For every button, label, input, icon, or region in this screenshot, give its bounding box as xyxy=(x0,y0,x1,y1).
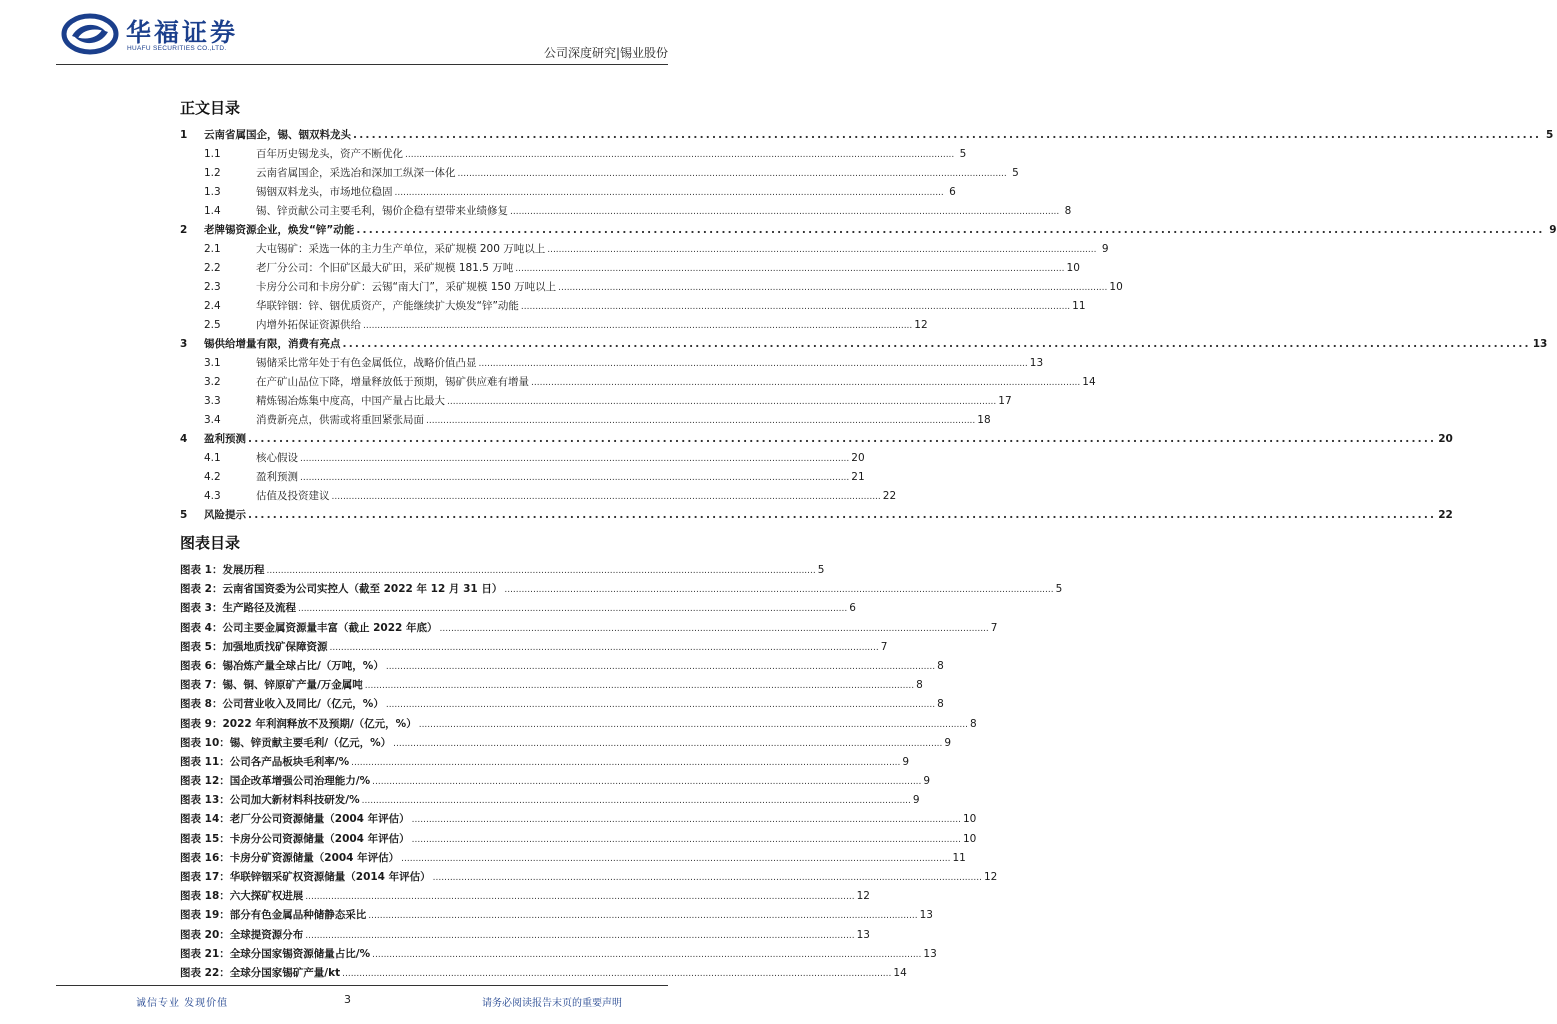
toc-item[interactable] xyxy=(180,222,1557,241)
toc-item-number: 5 xyxy=(180,509,188,521)
figure-item-title: 图表 8：公司营业收入及同比/（亿元，%） xyxy=(180,698,384,711)
toc-item-title: 锡供给增量有限，消费有亮点 xyxy=(204,338,341,350)
figure-item[interactable] xyxy=(180,811,977,830)
toc-item-title: 老厂分公司：个旧矿区最大矿田，采矿规模 181.5 万吨 xyxy=(256,262,514,274)
dot-leader: ................................................................................................................................................................................................ xyxy=(351,757,901,768)
figure-item-page: 10 xyxy=(962,813,977,826)
dot-leader: ................................................................................................................................................................................................ xyxy=(356,224,1545,236)
dot-leader: ................................................................................................................................................................................................ xyxy=(368,911,918,922)
brand-name-cn: 华福证券 xyxy=(126,18,239,47)
toc-item-number: 3.1 xyxy=(204,357,221,369)
toc-item[interactable] xyxy=(180,127,1554,146)
dot-leader: ................................................................................................................................................................................................ xyxy=(363,321,913,331)
toc-item-number: 4.3 xyxy=(204,490,221,502)
toc-item-number: 1.4 xyxy=(204,205,221,217)
figure-item[interactable] xyxy=(180,581,1063,600)
toc-item-number: 2.2 xyxy=(204,262,221,274)
dot-leader: ................................................................................................................................................................................................ xyxy=(300,454,850,464)
toc-item-title: 锡储采比常年处于有色金属低位，战略价值凸显 xyxy=(256,357,477,369)
figure-item-title: 图表 7：锡、铜、锌原矿产量/万金属吨 xyxy=(180,679,363,692)
figure-item-title: 图表 18：六大探矿权进展 xyxy=(180,890,304,903)
report-type: 公司深度研究|锡业股份 xyxy=(543,46,668,60)
figure-item[interactable] xyxy=(180,735,952,754)
dot-leader: ................................................................................................................................................................................................ xyxy=(385,661,936,672)
figure-item-title: 图表 21：全球分国家锡资源储量占比/% xyxy=(180,947,371,960)
page-header xyxy=(0,0,724,70)
figure-item[interactable] xyxy=(180,620,998,639)
figure-item[interactable] xyxy=(180,869,998,888)
toc-item-title: 盈利预测 xyxy=(256,471,298,483)
toc-item-number: 3.4 xyxy=(204,414,221,426)
dot-leader: ................................................................................................................................................................................................ xyxy=(266,566,816,576)
figure-item[interactable] xyxy=(180,773,931,792)
dot-leader: ................................................................................................................................................................................................ xyxy=(372,777,922,788)
figure-item-page: 9 xyxy=(944,736,952,749)
figure-item[interactable] xyxy=(180,754,910,773)
toc-item-title: 核心假设 xyxy=(256,452,298,464)
toc-item-title: 大屯锡矿：采选一体的主力生产单位，采矿规模 200 万吨以上 xyxy=(256,243,546,255)
toc-item[interactable] xyxy=(180,412,991,431)
figure-item-page: 11 xyxy=(952,851,966,864)
figure-item-title: 图表 3：生产路径及流程 xyxy=(180,602,296,615)
toc-item[interactable] xyxy=(180,488,897,507)
figure-item[interactable] xyxy=(180,600,856,619)
figure-item[interactable] xyxy=(180,792,920,811)
figure-item-page: 8 xyxy=(937,698,944,711)
dot-leader: ................................................................................................................................................................................................ xyxy=(394,188,944,198)
toc-item-page: 5 xyxy=(1012,167,1019,179)
dot-leader: ................................................................................................................................................................................................ xyxy=(558,283,1108,293)
figure-item-title: 图表 5：加强地质找矿保障资源 xyxy=(180,640,328,653)
toc-item[interactable] xyxy=(180,203,1072,222)
figure-item-page: 12 xyxy=(856,890,870,903)
figure-item-page: 13 xyxy=(923,947,937,960)
toc-item[interactable] xyxy=(180,241,1109,260)
dot-leader: ................................................................................................................................................................................................ xyxy=(520,302,1071,312)
figure-item-page: 8 xyxy=(916,679,923,692)
toc-item-title: 盈利预测 xyxy=(204,433,246,445)
figure-item[interactable] xyxy=(180,850,966,869)
figure-item-title: 图表 19：部分有色金属品种储静态采比 xyxy=(180,909,367,922)
figure-item[interactable] xyxy=(180,658,944,677)
toc-item[interactable] xyxy=(180,374,1096,393)
toc-item-page: 22 xyxy=(882,490,897,502)
figure-item-title: 图表 12：国企改革增强公司治理能力/% xyxy=(180,775,371,788)
toc-item-page: 14 xyxy=(1082,376,1096,388)
dot-leader: ................................................................................................................................................................................................ xyxy=(300,473,850,483)
figure-item-page: 5 xyxy=(1055,583,1063,596)
toc-item-page: 9 xyxy=(1549,224,1557,236)
toc-item-page: 20 xyxy=(1438,433,1453,445)
figure-item-title: 图表 9：2022 年利润释放不及预期/（亿元，%） xyxy=(180,717,417,730)
figure-item[interactable] xyxy=(180,562,825,581)
dot-leader: ................................................................................................................................................................................................ xyxy=(248,433,1437,445)
figure-item-page: 7 xyxy=(880,640,888,653)
toc-item-title: 华联锌铟：锌、铟优质资产，产能继续扩大焕发“锌”动能 xyxy=(256,300,519,312)
figure-item[interactable] xyxy=(180,716,977,735)
toc-item-page: 17 xyxy=(998,395,1012,407)
figure-item-page: 13 xyxy=(856,928,870,941)
figure-item-page: 12 xyxy=(983,871,998,883)
toc-item-page: 13 xyxy=(1532,338,1548,350)
toc-item-title: 锡、锌贡献公司主要毛利，锡价企稳有望带来业绩修复 xyxy=(256,205,508,217)
figure-item-title: 图表 15：卡房分公司资源储量（2004 年评估） xyxy=(180,832,410,845)
dot-leader: ................................................................................................................................................................................................ xyxy=(547,245,1097,255)
footer-divider xyxy=(56,985,668,986)
figure-item[interactable] xyxy=(180,965,907,984)
toc-item-title: 内增外拓保证资源供给 xyxy=(256,319,361,331)
toc-item[interactable] xyxy=(180,146,967,165)
figure-item-page: 13 xyxy=(919,909,933,922)
toc-item-number: 1 xyxy=(180,129,188,141)
dot-leader: ................................................................................................................................................................................................ xyxy=(385,700,936,711)
figure-item-title: 图表 4：公司主要金属资源量丰富（截止 2022 年底） xyxy=(180,621,438,634)
toc-item-title: 估值及投资建议 xyxy=(256,490,330,502)
figure-item-title: 图表 13：公司加大新材料科技研发/% xyxy=(180,794,360,807)
toc-item-title: 老牌锡资源企业，焕发“锌”动能 xyxy=(204,224,355,236)
figure-item-title: 图表 20：全球提资源分布 xyxy=(180,928,304,941)
toc-item-page: 5 xyxy=(959,148,967,160)
figure-item-title: 图表 11：公司各产品板块毛利率/% xyxy=(180,755,350,768)
figure-item-page: 14 xyxy=(893,966,907,979)
dot-leader: ................................................................................................................................................................................................ xyxy=(353,129,1542,141)
figure-item[interactable] xyxy=(180,946,937,965)
figure-item[interactable] xyxy=(180,907,933,926)
toc-item[interactable] xyxy=(180,393,1012,412)
figure-item-page: 5 xyxy=(817,564,825,576)
toc-item-number: 1.1 xyxy=(204,148,221,160)
toc-item-number: 2.1 xyxy=(204,243,221,255)
toc-item-number: 4 xyxy=(180,433,188,445)
toc-item[interactable] xyxy=(180,260,1080,279)
footer-disclaimer: 请务必阅读报告末页的重要声明 xyxy=(482,998,622,1009)
toc-item-number: 2.3 xyxy=(204,281,221,293)
figure-item-page: 9 xyxy=(912,794,920,807)
toc-item-page: 12 xyxy=(914,319,928,331)
figure-item-page: 7 xyxy=(990,621,998,634)
toc-item-page: 6 xyxy=(949,186,956,198)
figure-item-title: 图表 16：卡房分矿资源储量（2004 年评估） xyxy=(180,851,400,864)
toc-item[interactable] xyxy=(180,336,1548,355)
dot-leader: ................................................................................................................................................................................................ xyxy=(393,738,943,749)
toc-item-title: 百年历史锡龙头，资产不断优化 xyxy=(256,148,403,160)
dot-leader: ................................................................................................................................................................................................ xyxy=(439,623,989,634)
dot-leader: ................................................................................................................................................................................................ xyxy=(515,264,1065,274)
toc-title: 正文目录 xyxy=(180,99,241,117)
toc-item-page: 10 xyxy=(1109,281,1123,293)
figure-item-page: 9 xyxy=(902,755,910,768)
dot-leader: ................................................................................................................................................................................................ xyxy=(329,642,879,653)
toc-item-number: 1.3 xyxy=(204,186,221,198)
toc-item-number: 3.3 xyxy=(204,395,221,407)
figures-list xyxy=(180,562,1063,984)
dot-leader: ................................................................................................................................................................................................ xyxy=(457,169,1007,179)
toc-item[interactable] xyxy=(180,450,865,469)
dot-leader: ................................................................................................................................................................................................ xyxy=(405,150,955,160)
toc-item-title: 风险提示 xyxy=(204,509,246,521)
header-divider xyxy=(56,64,668,65)
figure-item[interactable] xyxy=(180,639,888,658)
huafu-logo-icon xyxy=(62,14,118,54)
toc-item[interactable] xyxy=(180,469,865,488)
figure-item-title: 图表 17：华联锌铟采矿权资源储量（2014 年评估） xyxy=(180,871,431,883)
toc-item[interactable] xyxy=(180,298,1086,317)
footer-slogan: 诚信专业 发现价值 xyxy=(136,998,229,1009)
dot-leader: ................................................................................................................................................................................................ xyxy=(342,338,1531,350)
dot-leader: ................................................................................................................................................................................................ xyxy=(504,585,1054,596)
toc-item[interactable] xyxy=(180,279,1123,298)
page-number: 3 xyxy=(344,993,351,1006)
figure-item-title: 图表 1：发展历程 xyxy=(180,564,265,576)
dot-leader: ................................................................................................................................................................................................ xyxy=(372,949,922,960)
toc-item-title: 在产矿山品位下降，增量释放低于预期，锡矿供应难有增量 xyxy=(256,376,529,388)
toc-item-title: 精炼锡冶炼集中度高，中国产量占比最大 xyxy=(256,395,445,407)
figure-item[interactable] xyxy=(180,696,944,715)
toc-item[interactable] xyxy=(180,317,928,336)
dot-leader: ................................................................................................................................................................................................ xyxy=(364,681,915,692)
toc-item-page: 18 xyxy=(977,414,991,426)
toc-item-number: 2 xyxy=(180,224,188,236)
dot-leader: ................................................................................................................................................................................................ xyxy=(432,873,982,883)
figure-item-page: 6 xyxy=(849,602,856,615)
dot-leader: ................................................................................................................................................................................................ xyxy=(447,397,997,407)
toc-item[interactable] xyxy=(180,507,1453,526)
dot-leader: ................................................................................................................................................................................................ xyxy=(297,604,848,615)
dot-leader: ................................................................................................................................................................................................ xyxy=(401,853,951,864)
dot-leader: ................................................................................................................................................................................................ xyxy=(248,509,1437,521)
toc-item-page: 11 xyxy=(1072,300,1086,312)
figure-item-title: 图表 10：锡、锌贡献主要毛利/（亿元，%） xyxy=(180,736,392,749)
dot-leader: ................................................................................................................................................................................................ xyxy=(305,930,855,941)
figure-item-title: 图表 22：全球分国家锡矿产量/kt xyxy=(180,966,341,979)
toc-item-page: 13 xyxy=(1029,357,1044,369)
table-of-contents xyxy=(180,127,1557,526)
toc-item-number: 2.4 xyxy=(204,300,221,312)
figure-item[interactable] xyxy=(180,831,977,850)
toc-item-number: 2.5 xyxy=(204,319,221,331)
figure-item[interactable] xyxy=(180,927,870,946)
toc-item-page: 22 xyxy=(1438,509,1453,521)
toc-item-title: 云南省属国企，采选冶和深加工纵深一体化 xyxy=(256,167,456,179)
toc-item[interactable] xyxy=(180,431,1453,450)
figure-item[interactable] xyxy=(180,677,923,696)
toc-item[interactable] xyxy=(180,355,1044,374)
toc-item-page: 8 xyxy=(1064,205,1072,217)
dot-leader: ................................................................................................................................................................................................ xyxy=(478,359,1028,369)
dot-leader: ................................................................................................................................................................................................ xyxy=(331,492,881,502)
figure-item-page: 8 xyxy=(969,717,977,730)
toc-item-title: 消费新亮点，供需或将重回紧张局面 xyxy=(256,414,424,426)
dot-leader: ................................................................................................................................................................................................ xyxy=(411,815,961,826)
figure-item-page: 9 xyxy=(923,775,931,788)
toc-item-page: 10 xyxy=(1066,262,1080,274)
figure-item-page: 8 xyxy=(937,659,944,672)
toc-item-number: 4.1 xyxy=(204,452,221,464)
toc-item-page: 5 xyxy=(1545,129,1554,141)
toc-item-title: 云南省属国企，锡、铟双料龙头 xyxy=(204,129,351,141)
dot-leader: ................................................................................................................................................................................................ xyxy=(361,796,911,807)
figure-item[interactable] xyxy=(180,888,870,907)
toc-item-page: 20 xyxy=(851,452,865,464)
figure-item-title: 图表 14：老厂分公司资源储量（2004 年评估） xyxy=(180,813,410,826)
brand-name-en: HUAFU SECURITIES CO.,LTD. xyxy=(127,45,227,52)
toc-item-title: 锡铟双料龙头，市场地位稳固 xyxy=(256,186,393,198)
figure-item-page: 10 xyxy=(962,832,977,845)
dot-leader: ................................................................................................................................................................................................ xyxy=(418,719,968,730)
dot-leader: ................................................................................................................................................................................................ xyxy=(426,416,976,426)
toc-item[interactable] xyxy=(180,184,956,203)
figure-item-title: 图表 6：锡冶炼产量全球占比/（万吨，%） xyxy=(180,659,384,672)
toc-item-page: 9 xyxy=(1101,243,1109,255)
toc-item-number: 1.2 xyxy=(204,167,221,179)
toc-item[interactable] xyxy=(180,165,1019,184)
dot-leader: ................................................................................................................................................................................................ xyxy=(510,207,1060,217)
toc-item-number: 3 xyxy=(180,338,188,350)
toc-item-title: 卡房分公司和卡房分矿：云锡“南大门”，采矿规模 150 万吨以上 xyxy=(256,281,557,293)
toc-item-number: 4.2 xyxy=(204,471,221,483)
dot-leader: ................................................................................................................................................................................................ xyxy=(342,968,892,979)
toc-item-number: 3.2 xyxy=(204,376,221,388)
toc-item-page: 21 xyxy=(851,471,865,483)
figures-title: 图表目录 xyxy=(180,534,241,552)
dot-leader: ................................................................................................................................................................................................ xyxy=(411,834,961,845)
figure-item-title: 图表 2：云南省国资委为公司实控人（截至 2022 年 12 月 31 日） xyxy=(180,583,503,596)
dot-leader: ................................................................................................................................................................................................ xyxy=(305,892,855,903)
dot-leader: ................................................................................................................................................................................................ xyxy=(531,378,1081,388)
